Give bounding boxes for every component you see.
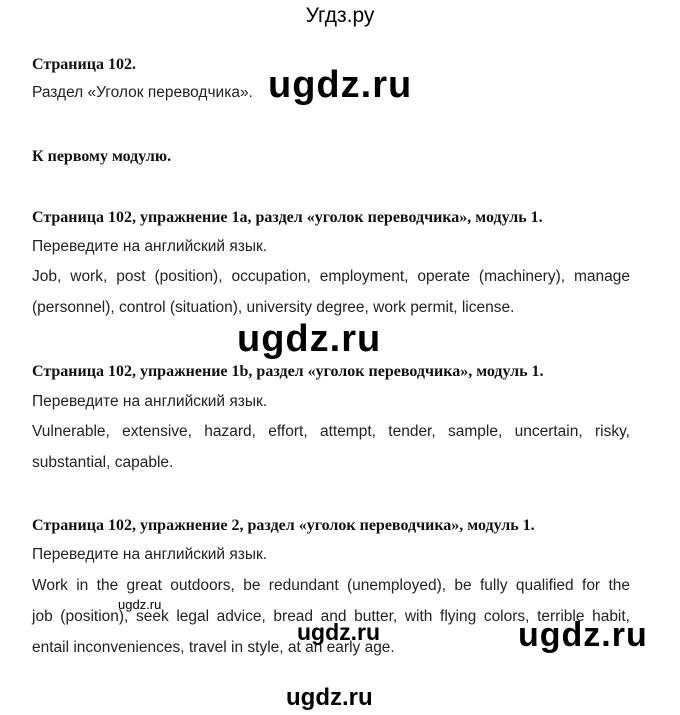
exercise-heading: Страница 102, упражнение 1b, раздел «уголок переводчика», модуль 1. (32, 363, 544, 380)
exercise-instruction: Переведите на английский язык. (32, 393, 268, 410)
exercise-answer-line: Work in the great outdoors, be redundant (unemployed), be fully qualified for the (32, 577, 630, 594)
module-heading: К первому модулю. (32, 148, 172, 165)
watermark: ugdz.ru (118, 597, 162, 612)
exercise-answer-line: (personnel), control (situation), university degree, work permit, license. (32, 299, 515, 316)
exercise-answer-line: job (position), seek legal advice, bread and butter, with flying colors, terrible habit, (32, 608, 630, 625)
site-title: Угдз.ру (305, 4, 375, 27)
exercise-instruction: Переведите на английский язык. (32, 238, 268, 255)
page-heading: Страница 102. (32, 56, 136, 73)
exercise-heading: Страница 102, упражнение 1a, раздел «уголок переводчика», модуль 1. (32, 209, 543, 226)
section-line: Раздел «Уголок переводчика». (32, 84, 253, 101)
exercise-answer-line: Job, work, post (position), occupation, employment, operate (machinery), manage (32, 268, 630, 285)
exercise-answer-line: substantial, capable. (32, 454, 174, 471)
watermark: ugdz.ru (268, 64, 413, 106)
watermark: ugdz.ru (518, 616, 648, 654)
exercise-heading: Страница 102, упражнение 2, раздел «уголок переводчика», модуль 1. (32, 517, 535, 534)
watermark: ugdz.ru (237, 318, 382, 360)
watermark: ugdz.ru (286, 684, 373, 711)
watermark: ugdz.ru (297, 619, 381, 645)
exercise-answer-line: Vulnerable, extensive, hazard, effort, attempt, tender, sample, uncertain, risky, (32, 423, 630, 440)
exercise-instruction: Переведите на английский язык. (32, 546, 268, 563)
exercise-answer-line: entail inconveniences, travel in style, at an early age. (32, 639, 395, 656)
